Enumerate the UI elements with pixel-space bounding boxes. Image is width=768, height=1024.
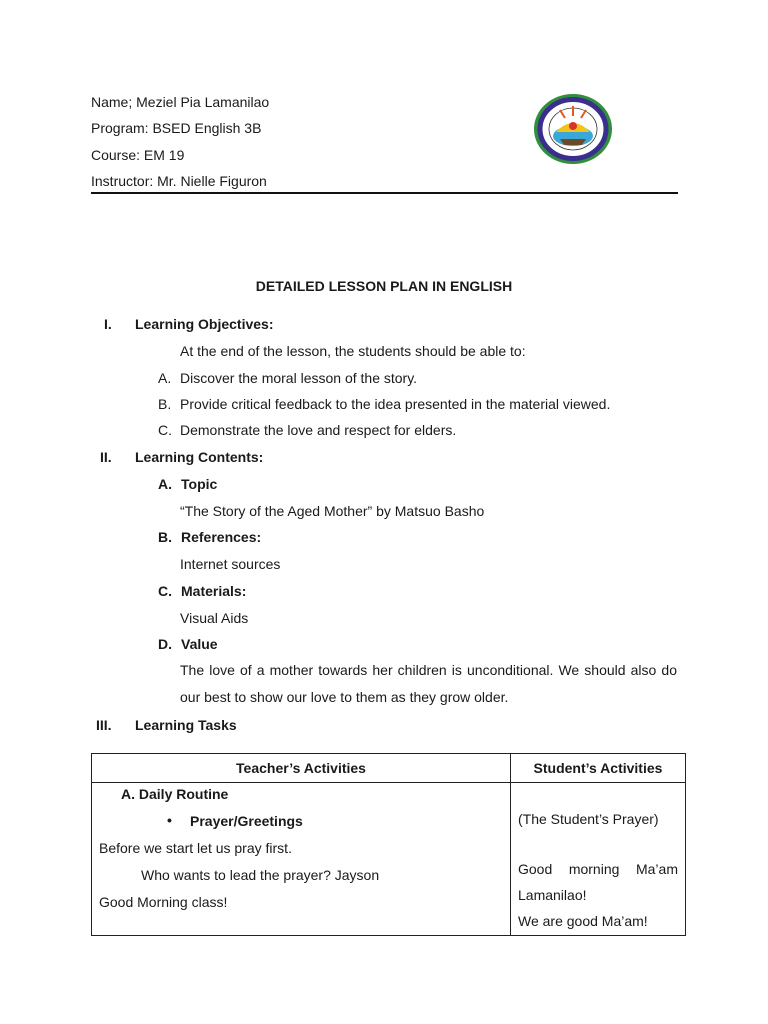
section-numeral-2: II. (100, 449, 112, 465)
materials-value: Visual Aids (180, 610, 249, 626)
program: Program: BSED English 3B (91, 120, 262, 136)
section-numeral-1: I. (104, 316, 112, 332)
learning-tasks-table (91, 753, 686, 936)
objective-item: Discover the moral lesson of the story. (180, 370, 418, 386)
content-letter: A. (158, 476, 172, 492)
topic-label: Topic (181, 476, 218, 492)
student-line: Good morning Ma’am (518, 861, 678, 877)
teacher-activities-header: Teacher’s Activities (92, 754, 511, 783)
objective-letter: A. (158, 370, 172, 386)
objective-item: Provide critical feedback to the idea presented in the material viewed. (180, 396, 611, 412)
contents-heading: Learning Contents: (135, 449, 264, 465)
objective-letter: B. (158, 396, 172, 412)
student-line: Lamanilao! (518, 887, 587, 903)
page-title: DETAILED LESSON PLAN IN ENGLISH (255, 278, 513, 294)
bullet-icon: • (167, 812, 172, 828)
materials-label: Materials: (181, 583, 247, 599)
student-activities-cell (511, 783, 686, 936)
teacher-line: Who wants to lead the prayer? Jayson (141, 867, 380, 883)
topic-value: “The Story of the Aged Mother” by Matsuo Basho (180, 503, 485, 519)
student-line: We are good Ma’am! (518, 913, 648, 929)
value-label: Value (181, 636, 218, 652)
student-activities-header: Student’s Activities (511, 754, 686, 783)
teacher-line: Before we start let us pray first. (99, 840, 292, 856)
content-letter: B. (158, 529, 172, 545)
daily-routine-label: A. Daily Routine (121, 786, 229, 802)
content-letter: D. (158, 636, 172, 652)
value-text: The love of a mother towards her children is unconditional. We should also do our best to show our love to them as they grow older. (180, 662, 677, 705)
prayer-greetings-label: Prayer/Greetings (190, 813, 303, 829)
teacher-activities-cell (92, 783, 511, 936)
student-line: (The Student’s Prayer) (518, 811, 659, 827)
header-rule (91, 192, 678, 194)
student-name: Name; Meziel Pia Lamanilao (91, 94, 270, 110)
course: Course: EM 19 (91, 147, 185, 163)
objective-item: Demonstrate the love and respect for elders. (180, 422, 457, 438)
references-label: References: (181, 529, 262, 545)
teacher-line: Good Morning class! (99, 894, 228, 910)
section-numeral-3: III. (96, 717, 112, 733)
objective-letter: C. (158, 422, 172, 438)
content-letter: C. (158, 583, 172, 599)
tasks-heading: Learning Tasks (135, 717, 237, 733)
instructor: Instructor: Mr. Nielle Figuron (91, 173, 267, 189)
objectives-intro: At the end of the lesson, the students should be able to: (180, 343, 526, 359)
references-value: Internet sources (180, 556, 281, 572)
objectives-heading: Learning Objectives: (135, 316, 274, 332)
school-seal-icon (532, 92, 614, 166)
